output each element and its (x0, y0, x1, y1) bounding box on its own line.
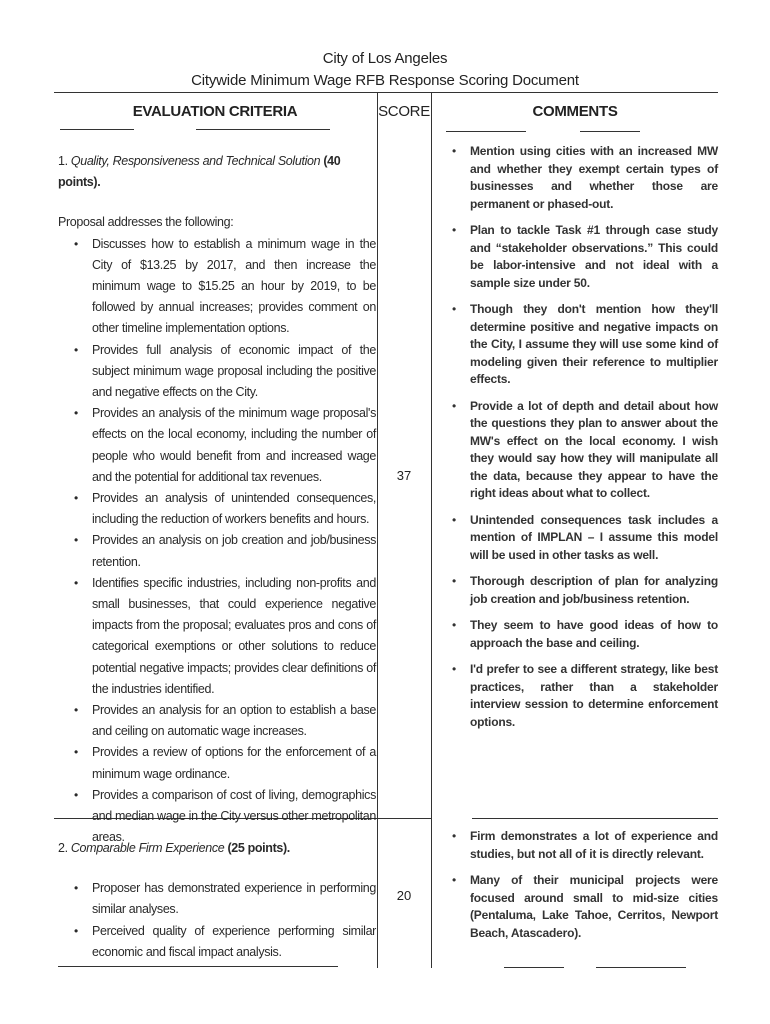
row2-score: 20 (396, 888, 412, 903)
row2-heading (58, 838, 376, 859)
row1-criteria-list (58, 234, 376, 849)
table-bottom-rule-right2 (596, 967, 686, 968)
criteria-item: • Provides an analysis of unintended consequences, including the reduction of workers benefits and hours. (58, 488, 376, 530)
row2-criteria-list (58, 878, 376, 963)
criteria-item: • Provides an analysis on job creation and job/business retention. (58, 530, 376, 572)
comment-item: • Though they don't mention how they'll determine positive and negative impacts on the City, I assume they will use some kind of modeling given their reference to multiplier effects. (452, 301, 718, 389)
row2-comments-list (452, 828, 718, 942)
comment-item: • Many of their municipal projects were focused around small to mid-size cities (Pentaluma, Lake Tahoe, Cerritos, Newport Beach, Atascadero). (452, 872, 718, 942)
comment-item: • They seem to have good ideas of how to approach the base and ceiling. (452, 617, 718, 652)
criteria-item: • Provides an analysis for an option to establish a base and ceiling on automatic wage increases. (58, 700, 376, 742)
criteria-item: • Provides full analysis of economic impact of the subject minimum wage proposal including the positive and negative effects on the City. (58, 340, 376, 404)
row2-comments (452, 828, 718, 951)
criteria-item: • Identifies specific industries, including non-profits and small businesses, that could experience negative impacts from the proposal; evaluates pros and cons of categorical exemptions or other solutions to reduce potential negative impacts; provides clear definitions of the industries identified. (58, 573, 376, 700)
row1-heading-number: 1. (58, 154, 68, 168)
row1-comments-list (452, 143, 718, 731)
row2-heading-number: 2. (58, 841, 68, 855)
row2-heading-bold: (25 points). (227, 841, 290, 855)
document-subtitle: Citywide Minimum Wage RFB Response Scoring Document (191, 72, 579, 89)
criteria-item: • Provides a comparison of cost of living, demographics and median wage in the City versus other metropolitan areas. (58, 785, 376, 849)
row1-criteria (58, 151, 376, 849)
column-divider-left (377, 92, 378, 968)
comment-item: • I'd prefer to see a different strategy, like best practices, rather than a stakeholder interview session to determine enforcement options. (452, 661, 718, 731)
row1-heading-italic: Quality, Responsiveness and Technical Solution (70, 154, 321, 168)
comment-item: • Provide a lot of depth and detail about how the questions they plan to answer about the MW's effect on the local economy. I wish they would say how they will manipulate all the data, because they appear to have the right ideas about what to collect. (452, 398, 718, 503)
row1-score: 37 (396, 468, 412, 483)
criteria-item: • Proposer has demonstrated experience in performing similar analyses. (58, 878, 376, 920)
comment-item: • Plan to tackle Task #1 through case study and “stakeholder observations.” This could be labor-intensive and not ideal with a sample size under 50. (452, 222, 718, 292)
criteria-item: • Discusses how to establish a minimum wage in the City of $13.25 by 2017, and then increase the minimum wage to $15.25 an hour by 2019, to be followed by annual increases; provides comment on other timeline implementation options. (58, 234, 376, 340)
header-evaluation-criteria: EVALUATION CRITERIA (132, 102, 298, 120)
criteria-item: • Provides an analysis of the minimum wage proposal's effects on the local economy, including the number of people who would benefit from and increased wage and the potential for additional tax revenues. (58, 403, 376, 488)
row1-comments (452, 143, 718, 740)
header-bottom-rule-right (446, 131, 526, 132)
row1-heading (58, 151, 376, 193)
row-divider-score (378, 818, 431, 819)
table-bottom-rule (58, 966, 338, 967)
comment-item: • Unintended consequences task includes a mention of IMPLAN – I assume this model will be used in other tasks as well. (452, 512, 718, 565)
document-title: City of Los Angeles (322, 50, 448, 67)
row-divider-comments (472, 818, 718, 819)
column-divider-right (431, 92, 432, 968)
table-bottom-rule-right (504, 967, 564, 968)
row2-criteria (58, 838, 376, 963)
comment-item: • Thorough description of plan for analyzing job creation and job/business retention. (452, 573, 718, 608)
row2-heading-italic: Comparable Firm Experience (70, 841, 225, 855)
criteria-item: • Perceived quality of experience performing similar economic and fiscal impact analysis. (58, 921, 376, 963)
row1-heading-bold: (40 points). (58, 154, 341, 190)
comment-item: • Firm demonstrates a lot of experience and studies, but not all of it is directly relevant. (452, 828, 718, 863)
header-bottom-rule-right2 (580, 131, 640, 132)
row1-intro: Proposal addresses the following: (58, 215, 234, 230)
header-comments: COMMENTS (532, 102, 618, 120)
comment-item: • Mention using cities with an increased MW and whether they exempt certain types of businesses and whether those are permanent or phased-out. (452, 143, 718, 213)
header-score: SCORE (378, 102, 430, 120)
criteria-item: • Provides a review of options for the enforcement of a minimum wage ordinance. (58, 742, 376, 784)
